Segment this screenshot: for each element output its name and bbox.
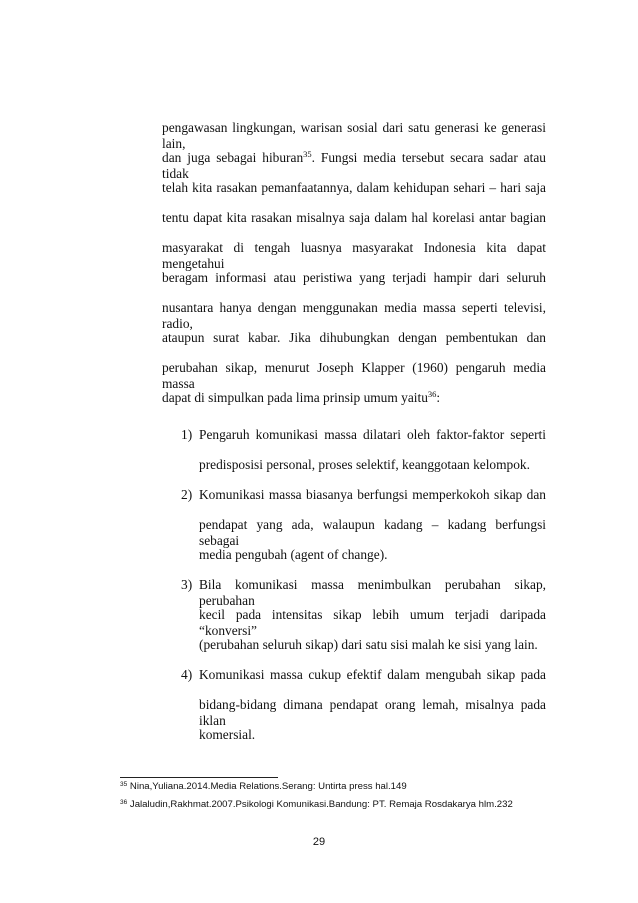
list-item-3-number: 3) bbox=[181, 577, 193, 592]
paragraph-line-1: pengawasan lingkungan, warisan sosial dari satu generasi ke generasi lain, bbox=[162, 120, 546, 151]
footnote-36-text: Jalaludin,Rakhmat.2007.Psikologi Komunikasi.Bandung: PT. Remaja Rosdakarya hlm.232 bbox=[127, 799, 513, 810]
list-item-4-line-1: Komunikasi massa cukup efektif dalam mengubah sikap pada bbox=[199, 667, 546, 682]
footnote-ref-35: 35 bbox=[303, 149, 312, 159]
footnote-35-text: Nina,Yuliana.2014.Media Relations.Serang: Untirta press hal.149 bbox=[127, 781, 407, 792]
list-item-2-line-1: Komunikasi massa biasanya berfungsi memperkokoh sikap dan bbox=[199, 487, 546, 502]
list-item-3-line-2: kecil pada intensitas sikap lebih umum terjadi daripada “konversi” bbox=[199, 607, 546, 638]
list-item-2-line-2: pendapat yang ada, walaupun kadang – kadang berfungsi sebagai bbox=[199, 517, 546, 548]
list-item-2-line-3: media pengubah (agent of change). bbox=[199, 547, 388, 562]
footnote-35-ref: 35 bbox=[120, 781, 128, 788]
footnote-36-ref: 36 bbox=[120, 799, 128, 806]
footnote-ref-36: 36 bbox=[427, 389, 437, 399]
paragraph-line-10-text-a: dapat di simpulkan pada lima prinsip umum yaitu bbox=[162, 390, 428, 405]
page-number: 29 bbox=[312, 836, 326, 848]
list-item-1-number: 1) bbox=[181, 427, 193, 442]
paragraph-line-8: ataupun surat kabar. Jika dihubungkan dengan pembentukan dan bbox=[162, 330, 546, 345]
paragraph-line-2-text-b: . Fungsi media tersebut secara sadar atau tidak bbox=[162, 150, 546, 181]
list-item-2-number: 2) bbox=[181, 487, 193, 502]
paragraph-line-3: telah kita rasakan pemanfaatannya, dalam kehidupan sehari – hari saja bbox=[162, 180, 546, 195]
paragraph-line-2 bbox=[162, 150, 546, 182]
paragraph-line-7: nusantara hanya dengan menggunakan media massa seperti televisi, radio, bbox=[162, 300, 546, 331]
paragraph-line-10-text-b: : bbox=[436, 390, 441, 405]
list-item-3-line-1: Bila komunikasi massa menimbulkan perubahan sikap, perubahan bbox=[199, 577, 546, 608]
list-item-4-line-2: bidang-bidang dimana pendapat orang lemah, misalnya pada iklan bbox=[199, 697, 546, 728]
list-item-3-line-3: (perubahan seluruh sikap) dari satu sisi malah ke sisi yang lain. bbox=[199, 637, 538, 652]
list-item-1-line-2: predisposisi personal, proses selektif, keanggotaan kelompok. bbox=[199, 457, 530, 472]
footnote-divider bbox=[120, 777, 278, 778]
paragraph-line-2-text-a: dan juga sebagai hiburan bbox=[162, 150, 304, 165]
paragraph-line-10 bbox=[162, 390, 546, 406]
list-item-1-line-1: Pengaruh komunikasi massa dilatari oleh faktor-faktor seperti bbox=[199, 427, 546, 442]
paragraph-line-4: tentu dapat kita rasakan misalnya saja dalam hal korelasi antar bagian bbox=[162, 210, 546, 225]
paragraph-line-6: beragam informasi atau peristiwa yang terjadi hampir dari seluruh bbox=[162, 270, 546, 285]
paragraph-line-5: masyarakat di tengah luasnya masyarakat Indonesia kita dapat mengetahui bbox=[162, 240, 546, 271]
list-item-4-line-3: komersial. bbox=[199, 727, 256, 742]
footnote-35 bbox=[120, 781, 407, 793]
paragraph-line-9: perubahan sikap, menurut Joseph Klapper (1960) pengaruh media massa bbox=[162, 360, 546, 391]
list-item-4-number: 4) bbox=[181, 667, 193, 682]
footnote-36 bbox=[120, 799, 513, 811]
